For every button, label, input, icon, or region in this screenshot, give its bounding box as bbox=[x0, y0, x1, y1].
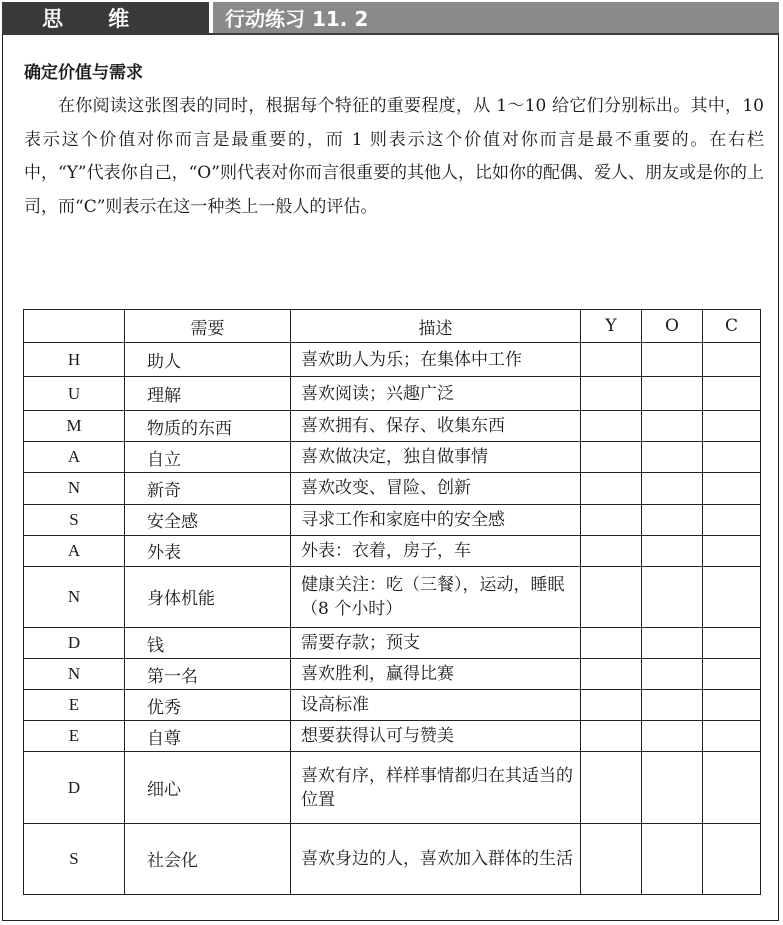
rating-cell-o[interactable] bbox=[642, 823, 703, 894]
row-description: 想要获得认可与赞美 bbox=[291, 721, 581, 752]
table-row bbox=[24, 411, 761, 442]
header-need: 需要 bbox=[125, 310, 291, 343]
rating-cell-c[interactable] bbox=[703, 721, 761, 752]
rating-cell-o[interactable] bbox=[642, 442, 703, 473]
needs-table bbox=[23, 309, 761, 895]
row-need: 社会化 bbox=[125, 823, 291, 894]
row-need: 新奇 bbox=[125, 473, 291, 504]
rating-cell-c[interactable] bbox=[703, 659, 761, 690]
row-description: 喜欢改变、冒险、创新 bbox=[291, 473, 581, 504]
rating-cell-y[interactable] bbox=[581, 752, 642, 823]
row-code: M bbox=[24, 411, 125, 442]
row-code: N bbox=[24, 566, 125, 627]
table-row bbox=[24, 343, 761, 377]
section-title: 确定价值与需求 bbox=[24, 63, 143, 83]
row-description: 喜欢拥有、保存、收集东西 bbox=[291, 411, 581, 442]
rating-cell-c[interactable] bbox=[703, 627, 761, 658]
table-row bbox=[24, 627, 761, 658]
header-category: 思 维 bbox=[2, 2, 209, 33]
rating-cell-o[interactable] bbox=[642, 411, 703, 442]
rating-cell-o[interactable] bbox=[642, 659, 703, 690]
row-code: D bbox=[24, 627, 125, 658]
row-need: 助人 bbox=[125, 343, 291, 377]
row-need: 细心 bbox=[125, 752, 291, 823]
rating-cell-c[interactable] bbox=[703, 535, 761, 566]
rating-cell-y[interactable] bbox=[581, 721, 642, 752]
table-row bbox=[24, 473, 761, 504]
header-bar bbox=[2, 2, 779, 33]
row-code: N bbox=[24, 473, 125, 504]
row-description: 喜欢有序，样样事情都归在其适当的位置 bbox=[291, 752, 581, 823]
row-code: E bbox=[24, 721, 125, 752]
row-code: D bbox=[24, 752, 125, 823]
rating-cell-y[interactable] bbox=[581, 377, 642, 411]
row-code: U bbox=[24, 377, 125, 411]
row-need: 钱 bbox=[125, 627, 291, 658]
row-code: A bbox=[24, 442, 125, 473]
header-code bbox=[24, 310, 125, 343]
table-row bbox=[24, 752, 761, 823]
row-need: 身体机能 bbox=[125, 566, 291, 627]
rating-cell-o[interactable] bbox=[642, 473, 703, 504]
rating-cell-o[interactable] bbox=[642, 343, 703, 377]
rating-cell-y[interactable] bbox=[581, 411, 642, 442]
row-description: 需要存款；预支 bbox=[291, 627, 581, 658]
rating-cell-c[interactable] bbox=[703, 377, 761, 411]
rating-cell-c[interactable] bbox=[703, 823, 761, 894]
row-description: 喜欢胜利，赢得比赛 bbox=[291, 659, 581, 690]
rating-cell-c[interactable] bbox=[703, 343, 761, 377]
rating-cell-o[interactable] bbox=[642, 535, 703, 566]
table-row bbox=[24, 823, 761, 894]
header-rule bbox=[2, 33, 779, 35]
rating-cell-y[interactable] bbox=[581, 473, 642, 504]
table-row bbox=[24, 566, 761, 627]
table-row bbox=[24, 690, 761, 721]
table-row bbox=[24, 504, 761, 535]
row-code: N bbox=[24, 659, 125, 690]
table-row bbox=[24, 535, 761, 566]
row-description: 外表：衣着，房子，车 bbox=[291, 535, 581, 566]
rating-cell-o[interactable] bbox=[642, 690, 703, 721]
rating-cell-y[interactable] bbox=[581, 504, 642, 535]
row-code: S bbox=[24, 504, 125, 535]
rating-cell-y[interactable] bbox=[581, 659, 642, 690]
row-need: 优秀 bbox=[125, 690, 291, 721]
row-description: 健康关注：吃（三餐），运动，睡眠（8 个小时） bbox=[291, 566, 581, 627]
rating-cell-o[interactable] bbox=[642, 627, 703, 658]
rating-cell-c[interactable] bbox=[703, 566, 761, 627]
row-description: 寻求工作和家庭中的安全感 bbox=[291, 504, 581, 535]
row-code: E bbox=[24, 690, 125, 721]
rating-cell-y[interactable] bbox=[581, 566, 642, 627]
rating-cell-o[interactable] bbox=[642, 566, 703, 627]
row-code: A bbox=[24, 535, 125, 566]
rating-cell-c[interactable] bbox=[703, 690, 761, 721]
rating-cell-o[interactable] bbox=[642, 504, 703, 535]
row-description: 喜欢阅读；兴趣广泛 bbox=[291, 377, 581, 411]
row-code: H bbox=[24, 343, 125, 377]
rating-cell-c[interactable] bbox=[703, 473, 761, 504]
row-need: 安全感 bbox=[125, 504, 291, 535]
rating-cell-o[interactable] bbox=[642, 752, 703, 823]
rating-cell-o[interactable] bbox=[642, 377, 703, 411]
intro-paragraph: 在你阅读这张图表的同时，根据每个特征的重要程度，从 1～10 给它们分别标出。其中，10 表示这个价值对你而言是最重要的，而 1 则表示这个价值对你而言是最不重要的。在右栏中，“Y”代表你自己，“O”则代表对你而言很重要的其他人，比如你的配偶、爱人、朋友或是你的上司，而“C”则表示在这一种类上一般人的评估。 bbox=[24, 96, 764, 217]
table-body bbox=[24, 343, 761, 895]
rating-cell-c[interactable] bbox=[703, 752, 761, 823]
table-row bbox=[24, 659, 761, 690]
rating-cell-y[interactable] bbox=[581, 823, 642, 894]
rating-cell-o[interactable] bbox=[642, 721, 703, 752]
rating-cell-c[interactable] bbox=[703, 504, 761, 535]
row-need: 理解 bbox=[125, 377, 291, 411]
header-c: C bbox=[703, 310, 761, 343]
row-description: 喜欢身边的人，喜欢加入群体的生活 bbox=[291, 823, 581, 894]
rating-cell-y[interactable] bbox=[581, 442, 642, 473]
header-y: Y bbox=[581, 310, 642, 343]
row-need: 自立 bbox=[125, 442, 291, 473]
row-need: 第一名 bbox=[125, 659, 291, 690]
table-row bbox=[24, 721, 761, 752]
rating-cell-y[interactable] bbox=[581, 535, 642, 566]
header-exercise-title: 行动练习 11. 2 bbox=[213, 2, 779, 33]
row-need: 自尊 bbox=[125, 721, 291, 752]
row-code: S bbox=[24, 823, 125, 894]
row-need: 物质的东西 bbox=[125, 411, 291, 442]
rating-cell-c[interactable] bbox=[703, 442, 761, 473]
table-row bbox=[24, 442, 761, 473]
table-header-row bbox=[24, 310, 761, 343]
header-o: O bbox=[642, 310, 703, 343]
rating-cell-y[interactable] bbox=[581, 343, 642, 377]
row-description: 设高标准 bbox=[291, 690, 581, 721]
rating-cell-y[interactable] bbox=[581, 627, 642, 658]
rating-cell-c[interactable] bbox=[703, 411, 761, 442]
row-description: 喜欢做决定，独自做事情 bbox=[291, 442, 581, 473]
table-row bbox=[24, 377, 761, 411]
row-description: 喜欢助人为乐；在集体中工作 bbox=[291, 343, 581, 377]
row-need: 外表 bbox=[125, 535, 291, 566]
header-desc: 描述 bbox=[291, 310, 581, 343]
rating-cell-y[interactable] bbox=[581, 690, 642, 721]
